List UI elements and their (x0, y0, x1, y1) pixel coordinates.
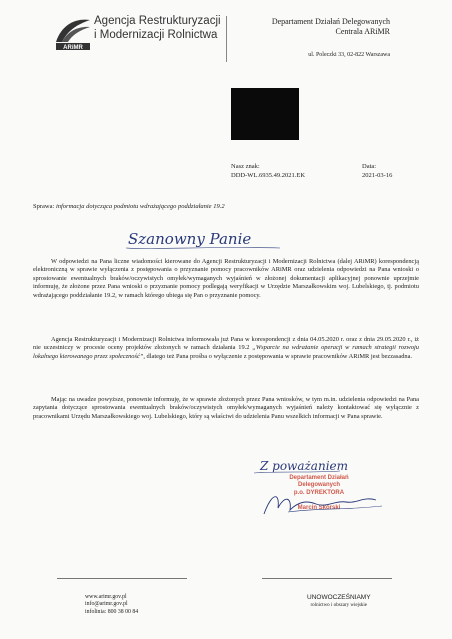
paragraph-2 (33, 336, 419, 361)
date-value: 2021-03-16 (362, 172, 393, 179)
paragraph-2-italic: „Wsparcie na wdrażanie operacji w ramach strategii rozwoju lokalnego kierowanego przez społeczność” (33, 344, 419, 360)
handwritten-salutation (120, 226, 290, 252)
footer-contact (85, 594, 138, 616)
paragraph-3: Mając na uwadze powyższe, ponownie informuję, że w sprawie złożonych przez Pana wniosków, w tym m.in. udzielenia odpowiedzi na Pana zapytania dotyczące sprostowania ewentualnych braków/oczywistych omyłek/wymaganych wyjaśnień należy kontaktować się wyłącznie z pracownikami Urzędu Marszałkowskiego woj. Lubelskiego, który są właściwi do udzielenia Panu wszelkich informacji w Pana sprawie. (33, 396, 419, 420)
footer-website: www.arimr.gov.pl (85, 594, 127, 600)
closing-text: Z poważaniem (260, 459, 349, 473)
salutation-text: Szanowny Panie (128, 230, 252, 248)
slogan-main: UNOWOCZEŚNIAMY (307, 594, 371, 601)
closing-signature (250, 455, 390, 477)
stamp-line1: Departament Działań (289, 475, 349, 481)
agency-line1: Agencja Restrukturyzacji (94, 15, 221, 27)
stamp-line2: Delegowanych (297, 482, 340, 489)
handwritten-signature (258, 488, 388, 518)
footer-infoline: infolinia: 800 38 00 84 (85, 608, 139, 615)
date-label: Data: (362, 163, 377, 170)
stamp-line3: p.o. DYREKTORA (293, 489, 345, 496)
department-line1: Departament Działań Delegowanych (271, 17, 390, 26)
subject-line (33, 203, 225, 210)
department-line2: Centrala ARiMR (335, 27, 390, 36)
paragraph-1: W odpowiedzi na Pana liczne wiadomości kierowane do Agencji Restrukturyzacji i Modernizacji Rolnictwa (dalej ARiMR) korespondencją elektroniczną w sprawie wyłączenia z postępowania o przyznanie pomocy pracowników ARiMR oraz udzielenia odpowiedzi na Pana wnioski o sprostowanie ewentualnych braków/oczywistych omyłek/wymaganych wyjaśnień w złożonej dokumentacji aplikacyjnej ponownie uprzejmie informuję, że złożone przez Pana wnioski o przyznanie pomocy podlegają weryfikacji w Urzędzie Marszałkowskim woj. Lubelskiego, tj. podmiotu wdrażającego poddziałanie 19.2, w ramach którego ubiega się Pan o przyznanie pomocy. (33, 258, 419, 299)
footer-slogan (307, 594, 371, 610)
slogan-sub: rolnictwo i obszary wiejskie (310, 603, 368, 608)
agency-line2: i Modernizacji Rolnictwa (94, 29, 218, 41)
subject-value: informacja dotycząca podmiotu wdrażającego poddziałanie 19.2 (55, 203, 225, 210)
footer-divider-right (262, 578, 392, 579)
footer-divider-left (57, 578, 187, 579)
reference-label: Nasz znak: (231, 163, 260, 170)
header-divider (226, 16, 227, 62)
redacted-recipient (231, 88, 299, 140)
subject-label: Sprawa: (33, 203, 55, 210)
paragraph-2-part-b: , dlatego też Pana prośba o wyłączenie z postępowania w sprawie pracowników ARiMR jest bezzasadna. (143, 352, 413, 360)
logo-text: ARiMR (63, 45, 83, 51)
date-block (362, 162, 392, 180)
reference-block (231, 162, 305, 180)
stamp-line4: Marcin Skórski (297, 505, 341, 512)
department-block (272, 17, 390, 37)
footer-email: info@arimr.gov.pl (85, 601, 128, 608)
reference-value: DDD-WL.6935.49.2021.EK (231, 172, 306, 179)
department-address: ul. Poleczki 33, 02-822 Warszawa (308, 52, 390, 58)
arimr-logo (54, 16, 92, 52)
agency-name (94, 14, 221, 42)
paragraph-2-part-a: Agencja Restrukturyzacji i Modernizacji Rolnictwa informowała już Pana w korespondencji z dnia 04.05.2020 r. oraz z dnia 29.05.2020 r., iż nie uczestniczy w procesie oceny projektów złożonych w ramach działania 19.2 (33, 336, 419, 352)
